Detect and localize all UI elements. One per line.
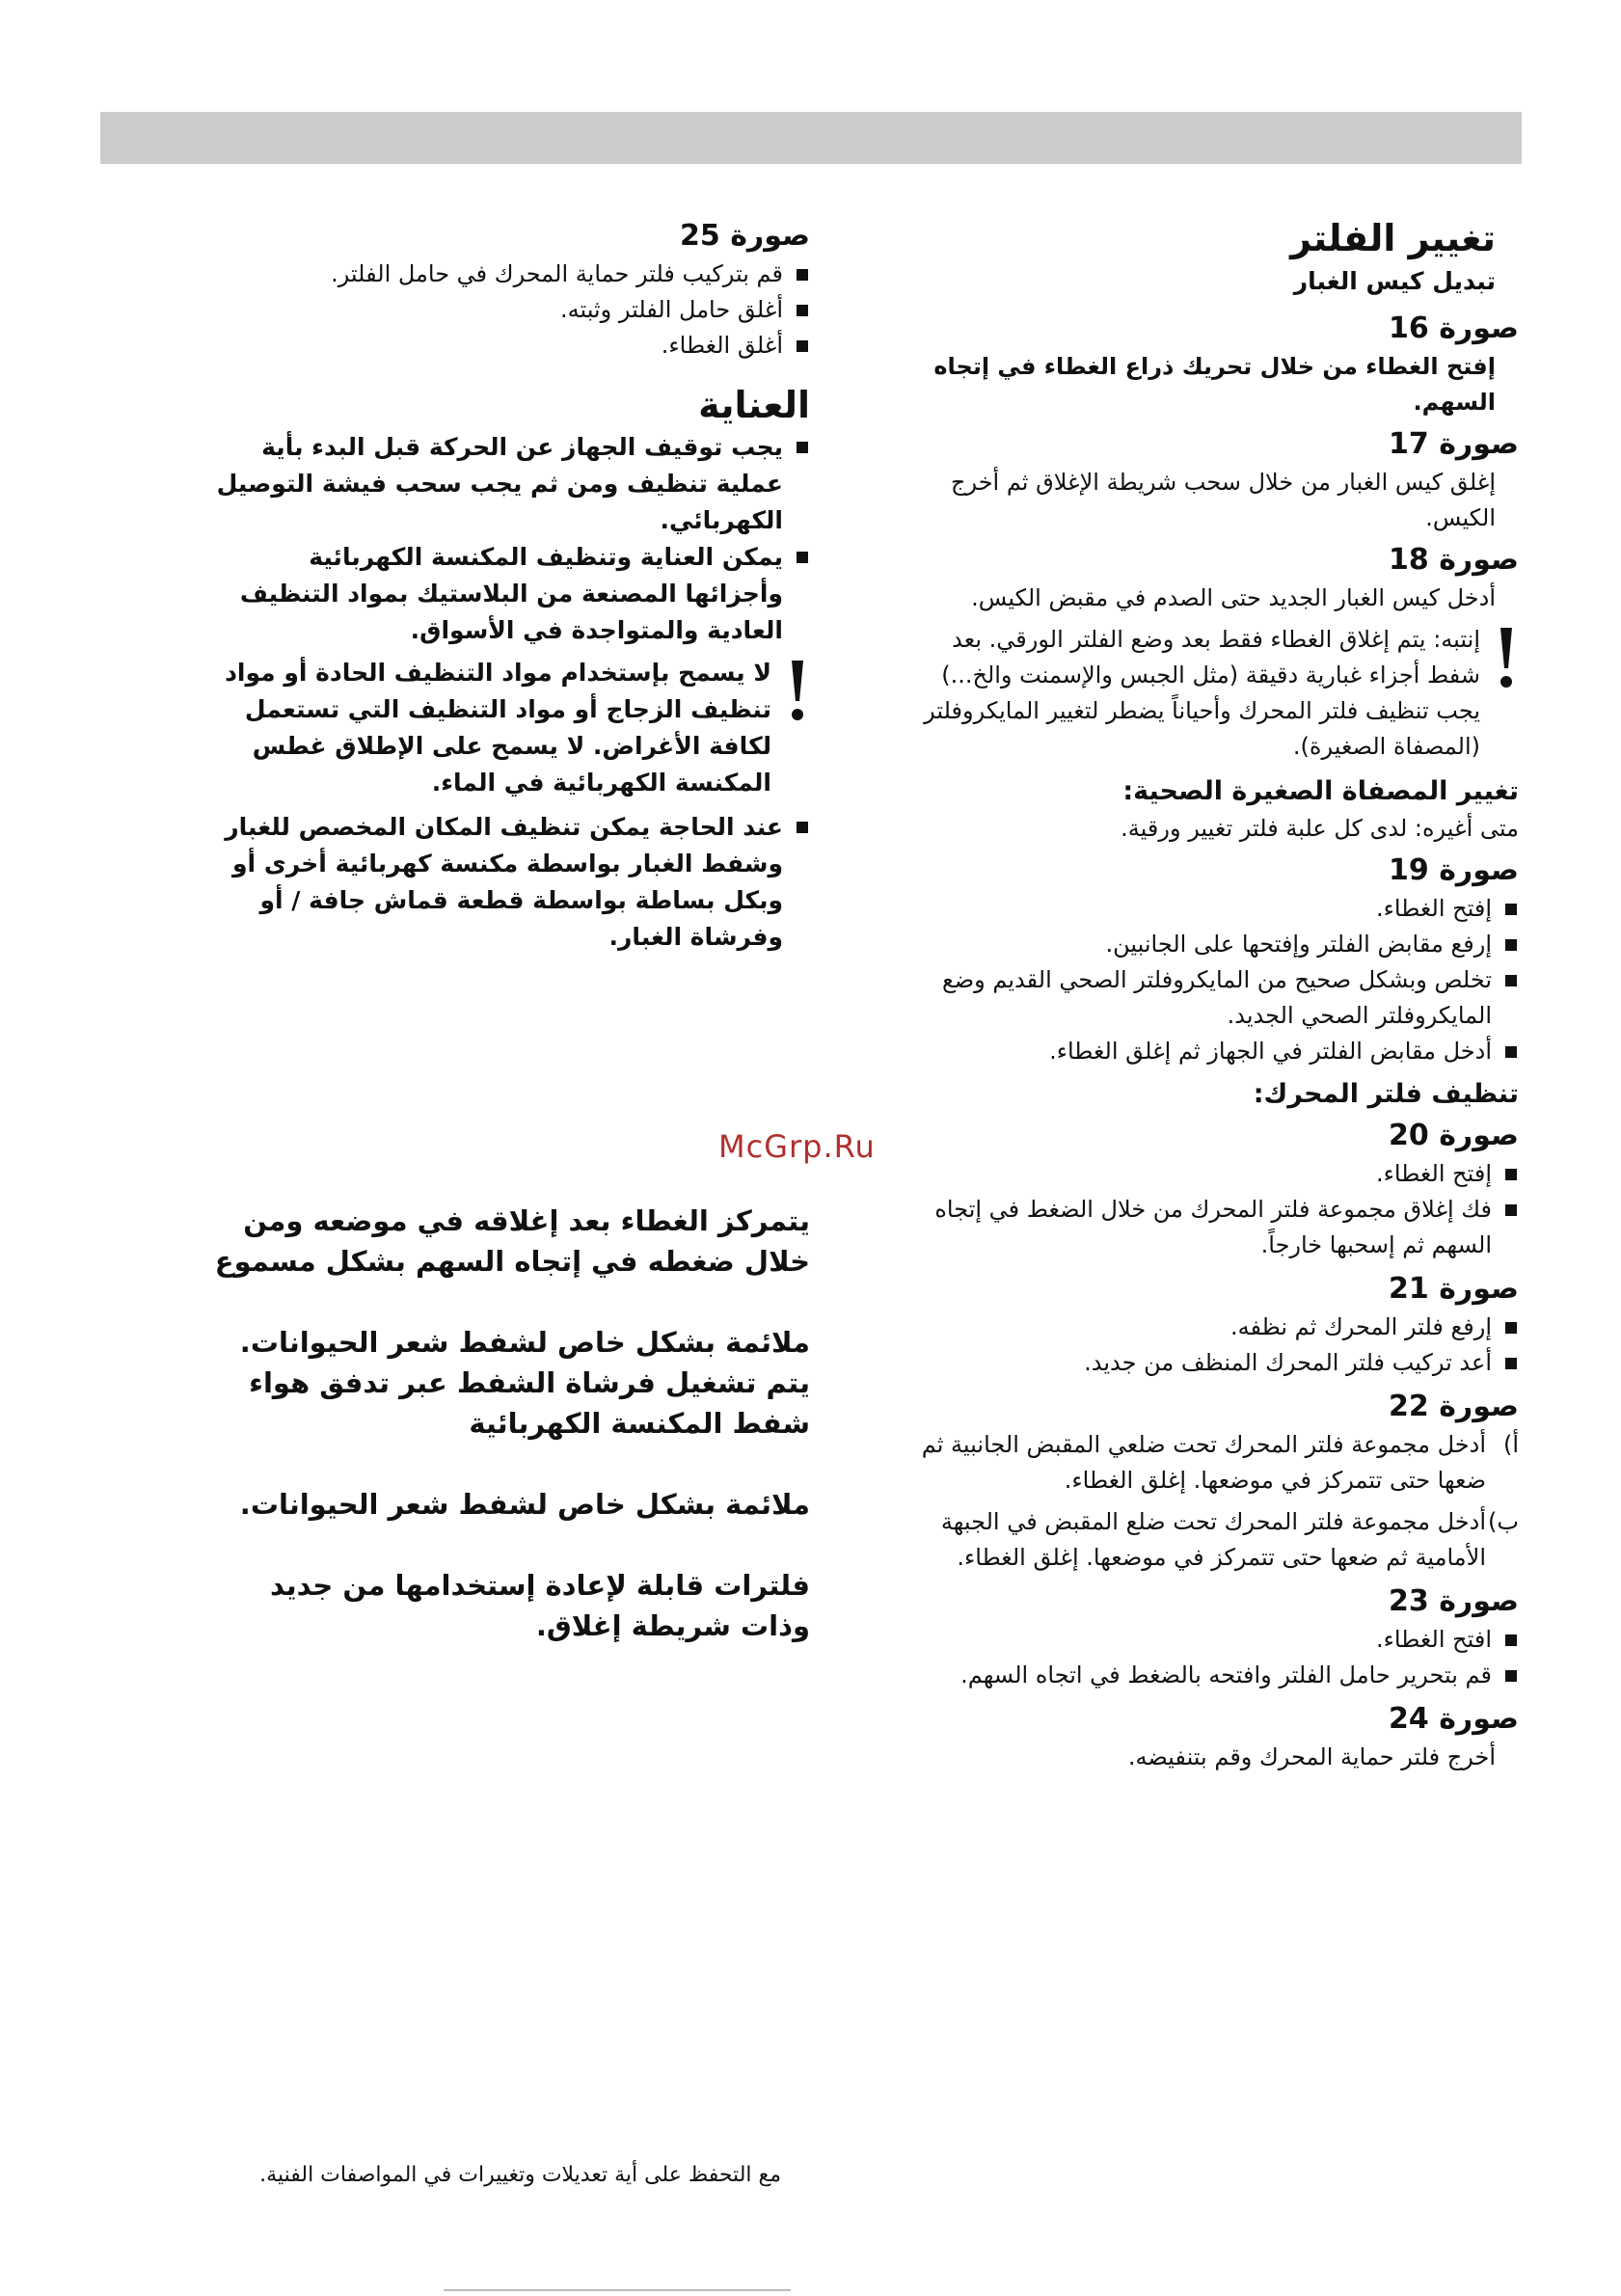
section-title-filter-change: تغيير الفلتر [1290,217,1496,259]
watermark: McGrp.Ru [718,1128,876,1165]
item-a-marker: أ) [1502,1431,1519,1458]
feature-text: فلترات قابلة لإعادة إستخدامها من جديد وذات شريطة إغلاق. [270,1569,810,1642]
figure-22-label: صورة 22 [1389,1390,1519,1423]
bottom-divider [444,2289,791,2291]
header-bar [100,112,1522,164]
figure-22-item-a [892,1427,1519,1499]
list-item: إرفع مقابض الفلتر وإفتحها على الجانبين. [892,927,1519,962]
list-item: قم بتركيب فلتر حماية المحرك في حامل الفلتر. [212,257,810,292]
item-a-text: أدخل مجموعة فلتر المحرك تحت ضلعي المقبض الجانبية ثم ضعها حتى تتمركز في موضعها. إغلق الغطاء. [921,1431,1486,1494]
list-item: يمكن العناية وتنظيف المكنسة الكهربائية وأجزائها المصنعة من البلاستيك بمواد التنظيف العادية والمتواجدة في الأسواق. [212,539,810,649]
care-warning [212,655,810,801]
care-list [212,429,810,649]
subtitle-dust-bag: تبديل كيس الغبار [1293,267,1496,295]
list-item: إفتح الغطاء. [892,1156,1519,1192]
list-item: قم بتحرير حامل الفلتر وافتحه بالضغط في اتجاه السهم. [892,1658,1519,1693]
section-title-care: العناية [698,384,810,426]
right-column [892,214,1519,1779]
warning-icon [785,657,810,724]
figure-23-list [892,1622,1519,1693]
figure-23-label: صورة 23 [1389,1584,1519,1618]
figure-20-label: صورة 20 [1389,1119,1519,1152]
figure-18-text: أدخل كيس الغبار الجديد حتى الصدم في مقبض الكيس. [971,584,1496,611]
list-item: أعد تركيب فلتر المحرك المنظف من جديد. [892,1345,1519,1381]
feature-text: ملائمة بشكل خاص لشفط شعر الحيوانات. يتم تشغيل فرشاة الشفط عبر تدفق هواء شفط المكنسة الكهربائية [239,1326,810,1440]
figure-17-label: صورة 17 [1389,427,1519,461]
list-item: إرفع فلتر المحرك ثم نظفه. [892,1310,1519,1345]
features-column [212,1201,810,1687]
footer-disclaimer: مع التحفظ على أية تعديلات وتغييرات في المواصفات الفنية. [259,2163,781,2187]
care-warning-text: لا يسمح بإستخدام مواد التنظيف الحادة أو مواد تنظيف الزجاج أو مواد التنظيف التي تستعمل لكافة الأغراض. لا يسمح على الإطلاق غطس المكنسة الكهربائية في الماء. [225,659,771,797]
list-item: إفتح الغطاء. [892,891,1519,927]
figure-19-list [892,891,1519,1069]
care-list-last [212,809,810,956]
list-item: يجب توقيف الجهاز عن الحركة قبل البدء بأية عملية تنظيف ومن ثم يجب سحب فيشة التوصيل الكهربائي. [212,429,810,539]
figure-21-label: صورة 21 [1389,1272,1519,1306]
figure-18-label: صورة 18 [1389,543,1519,577]
figure-25-list [212,257,810,364]
feature-text: ملائمة بشكل خاص لشفط شعر الحيوانات. [239,1488,810,1521]
list-item: أدخل مقابض الفلتر في الجهاز ثم إغلق الغطاء. [892,1034,1519,1069]
item-b-marker: ب) [1488,1508,1519,1535]
list-item: أغلق الغطاء. [212,328,810,364]
figure-22-item-b [892,1504,1519,1576]
feature-text: يتمركز الغطاء بعد إغلاقه في موضعه ومن خلال ضغطه في إتجاه السهم بشكل مسموع [214,1204,810,1278]
hygiene-filter-text: متى أغيره: لدى كل علبة فلتر تغيير ورقية. [1121,815,1519,842]
list-item: أغلق حامل الفلتر وثبته. [212,292,810,328]
figure-21-list [892,1310,1519,1381]
item-b-text: أدخل مجموعة فلتر المحرك تحت ضلع المقبض في الجبهة الأمامية ثم ضعها حتى تتمركز في موضعها. إغلق الغطاء. [940,1508,1486,1571]
figure-25-label: صورة 25 [680,219,810,253]
figure-20-list [892,1156,1519,1263]
figure-17-text: إغلق كيس الغبار من خلال سحب شريطة الإغلاق ثم أخرج الكيس. [950,469,1496,531]
left-column [212,214,810,961]
list-item: افتح الغطاء. [892,1622,1519,1658]
hygiene-filter-heading: تغيير المصفاة الصغيرة الصحية: [1122,776,1519,806]
list-item: فك إغلاق مجموعة فلتر المحرك من خلال الضغط في إتجاه السهم ثم إسحبها خارجاً. [892,1192,1519,1263]
figure-16-text: إفتح الغطاء من خلال تحريك ذراع الغطاء في إتجاه السهم. [933,353,1496,416]
motor-filter-heading: تنظيف فلتر المحرك: [1253,1079,1519,1109]
warning-note [892,622,1519,765]
figure-16-label: صورة 16 [1389,311,1519,345]
figure-19-label: صورة 19 [1389,853,1519,887]
figure-24-label: صورة 24 [1389,1702,1519,1736]
list-item: عند الحاجة يمكن تنظيف المكان المخصص للغبار وشفط الغبار بواسطة مكنسة كهربائية أخرى أو وبكل بساطة بواسطة قطعة قماش جافة / أو وفرشاة الغبار. [212,809,810,956]
warning-text: إنتبه: يتم إغلاق الغطاء فقط بعد وضع الفلتر الورقي. بعد شفط أجزاء غبارية دقيقة (مثل الجبس والإسمنت والخ...) يجب تنظيف فلتر المحرك وأحياناً يضطر لتغيير المايكروفلتر (المصفاة الصغيرة). [924,626,1480,760]
figure-24-text: أخرج فلتر حماية المحرك وقم بتنفيضه. [1127,1743,1496,1770]
list-item: تخلص وبشكل صحيح من المايكروفلتر الصحي القديم وضع المايكروفلتر الصحي الجديد. [892,962,1519,1034]
warning-icon [1494,624,1519,691]
